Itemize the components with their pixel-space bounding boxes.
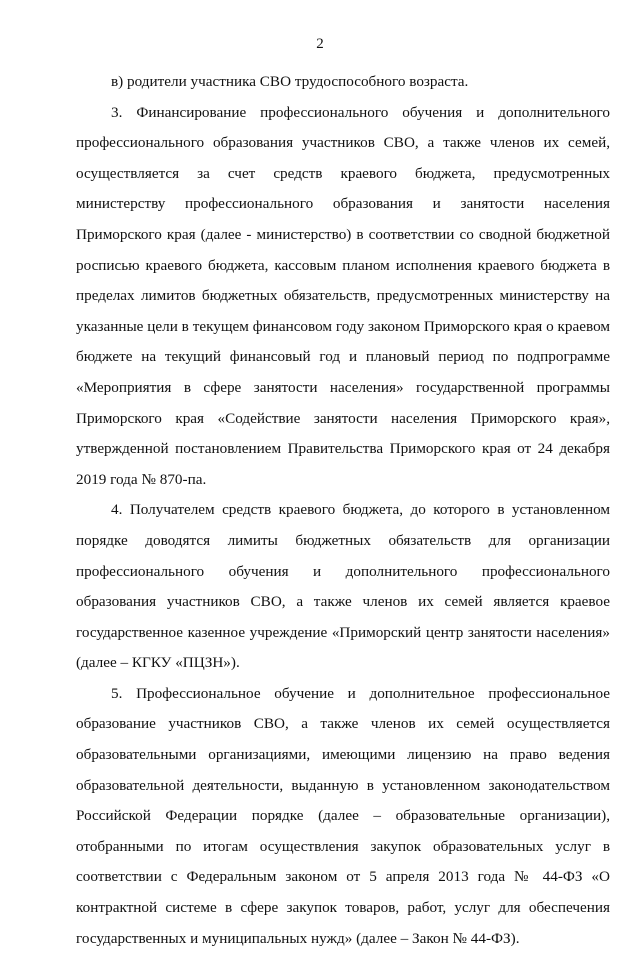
- paragraph-5-education-providers: 5. Профессиональное обучение и дополнительное профессиональное образование участников СВО, а также членов их семей осуществляется образовательными организациями, имеющими лицензию на право ведения образовательной деятельности, выданную в установленном законодательством Российской Федерации порядке (далее – образовательные организации), отобранными по итогам осуществления закупок образовательных услуг в соответствии с Федеральным законом от 5 апреля 2013 года № 44-ФЗ «О контрактной системе в сфере закупок товаров, работ, услуг для обеспечения государственных и муниципальных нужд» (далее – Закон № 44-ФЗ).: [76, 684, 610, 947]
- paragraph-parents-item: в) родители участника СВО трудоспособного возраста.: [111, 73, 469, 90]
- document-body: [76, 67, 610, 954]
- page-number: 2: [316, 36, 324, 52]
- paragraph-4-recipient: 4. Получателем средств краевого бюджета, до которого в установленном порядке доводятся лимиты бюджетных обязательств для организации профессионального обучения и дополнительного профессионального образования участников СВО, а также членов их семей является краевое государственное казенное учреждение «Приморский центр занятости населения» (далее – КГКУ «ПЦЗН»).: [76, 501, 610, 672]
- paragraph-3-financing: 3. Финансирование профессионального обучения и дополнительного профессионального образования участников СВО, а также членов их семей, осуществляется за счет средств краевого бюджета, предусмотренных министерству профессионального образования и занятости населения Приморского края (далее - министерство) в соответствии со сводной бюджетной росписью краевого бюджета, кассовым планом исполнения краевого бюджета в пределах лимитов бюджетных обязательств, предусмотренных министерству на указанные цели в текущем финансовом году законом Приморского края о краевом бюджете на текущий финансовый год и плановый период по подпрограмме «Мероприятия в сфере занятости населения» государственной программы Приморского края «Содействие занятости населения Приморского края», утвержденной постановлением Правительства Приморского края от 24 декабря 2019 года № 870-па.: [76, 103, 610, 488]
